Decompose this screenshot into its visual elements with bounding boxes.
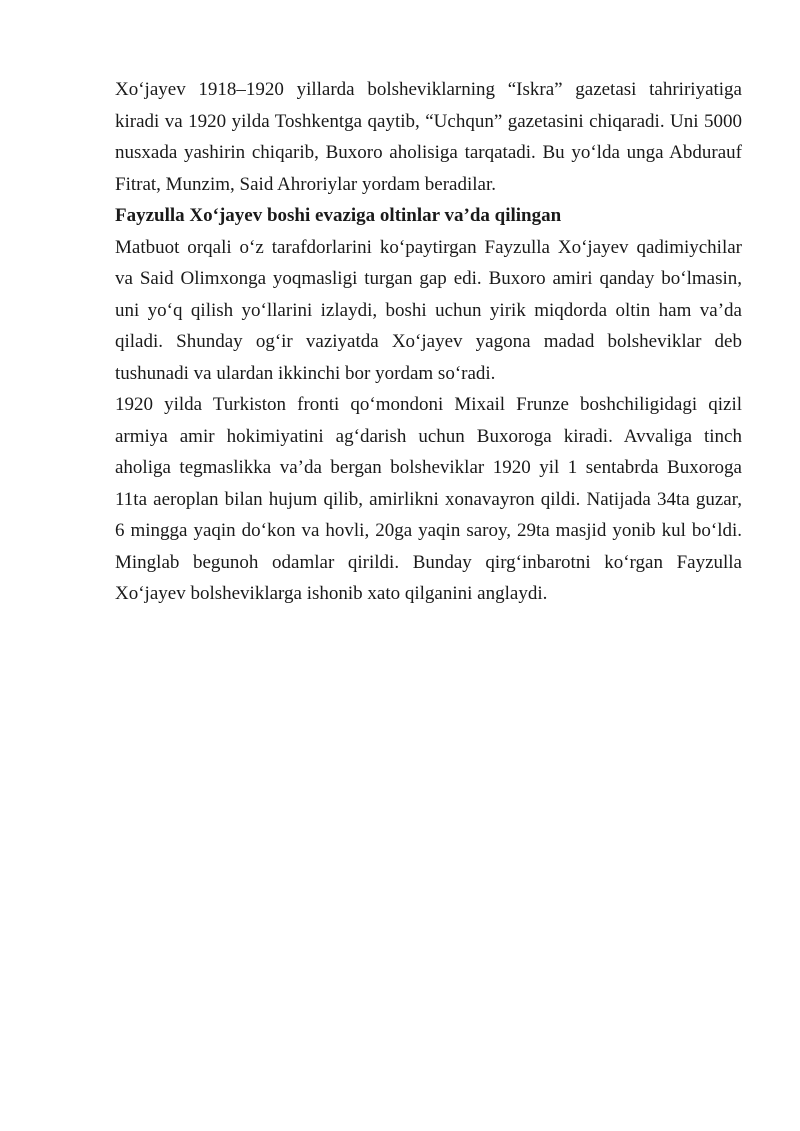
paragraph-3: 1920 yilda Turkiston fronti qo‘mondoni Mixail Frunze boshchiligidagi qizil armiya amir hokimiyatini ag‘darish uchun Buxoroga kiradi. Avvaliga tinch aholiga tegmaslikka va’da bergan bolsheviklar 1920 yil 1 sentabrda Buxoroga 11ta aeroplan bilan hujum qilib, amirlikni xonavayron qildi. Natijada 34ta guzar, 6 mingga yaqin do‘kon va hovli, 20ga yaqin saroy, 29ta masjid yonib kul bo‘ldi. Minglab begunoh odamlar qirildi. Bunday qirg‘inbarotni ko‘rgan Fayzulla Xo‘jayev bolsheviklarga ishonib xato qilganini anglaydi.: [115, 394, 742, 604]
document-body: [115, 74, 742, 610]
paragraph-2: Matbuot orqali o‘z tarafdorlarini ko‘paytirgan Fayzulla Xo‘jayev qadimiychilar va Said Olimxonga yoqmasligi turgan gap edi. Buxoro amiri qanday bo‘lmasin, uni yo‘q qilish yo‘llarini izlaydi, boshi uchun yirik miqdorda oltin ham va’da qiladi. Shunday og‘ir vaziyatda Xo‘jayev yagona madad bolsheviklar deb tushunadi va ulardan ikkinchi bor yordam so‘radi.: [115, 236, 742, 384]
paragraph-1: Xo‘jayev 1918–1920 yillarda bolsheviklarning “Iskra” gazetasi tahririyatiga kiradi va 1920 yilda Toshkentga qaytib, “Uchqun” gazetasini chiqaradi. Uni 5000 nusxada yashirin chiqarib, Buxoro aholisiga tarqatadi. Bu yo‘lda unga Abdurauf Fitrat, Munzim, Said Ahroriylar yordam beradilar.: [115, 79, 742, 195]
section-heading: Fayzulla Xo‘jayev boshi evaziga oltinlar va’da qilingan: [115, 205, 562, 226]
